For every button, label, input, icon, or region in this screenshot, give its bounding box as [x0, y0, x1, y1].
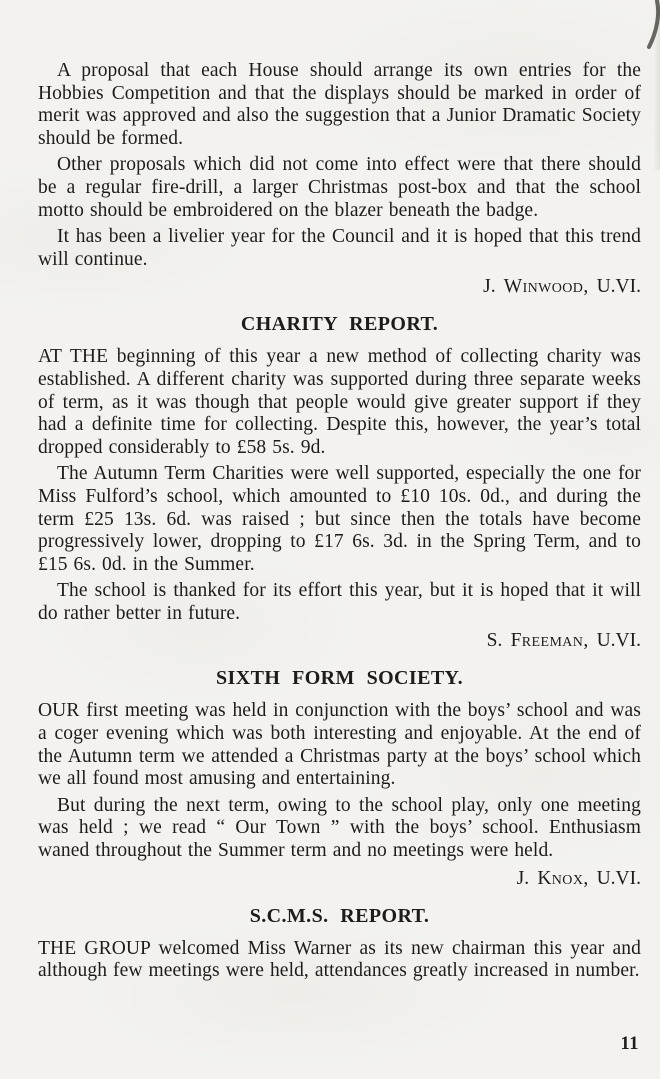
council-paragraph-1: A proposal that each House should arrange its own entries for the Hobbies Competition and that the displays should be marked in order of merit was approved and also the suggestion that a Junior Dramatic Society should be formed. — [38, 60, 641, 149]
scms-paragraph-1: THE GROUP welcomed Miss Warner as its new chairman this year and although few meetings were held, attendances greatly increased in number. — [38, 937, 641, 982]
scms-report-heading: S.C.M.S. REPORT. — [249, 904, 430, 927]
signature-name: Knox — [537, 867, 584, 889]
signature-initials: J. — [483, 276, 496, 298]
charity-paragraph-3: The school is thanked for its effort this year, but it is hoped that it will do rather better in future. — [38, 580, 641, 624]
signature-line-winwood — [38, 275, 641, 298]
charity-report-heading: CHARITY REPORT. — [240, 313, 439, 336]
page-text-column — [38, 60, 641, 987]
scan-artifact-corner-mark — [634, 0, 660, 60]
council-paragraph-2: Other proposals which did not come into effect were that there should be a regular fire-drill, a larger Christmas post-box and that the school motto should be embroidered on the blazer beneath the badge. — [38, 154, 641, 221]
signature-line-freeman — [38, 629, 641, 652]
signature-line-knox — [38, 867, 641, 890]
page-number: 11 — [620, 1034, 639, 1054]
sixth-form-society-heading: SIXTH FORM SOCIETY. — [216, 667, 463, 690]
sixth-form-paragraph-2: But during the next term, owing to the school play, only one meeting was held ; we read “ Our Town ” with the boys’ school. Enthusiasm waned throughout the Summer term and no meetings were held. — [38, 794, 641, 862]
signature-suffix: , U.VI. — [583, 867, 641, 889]
sixth-form-paragraph-1: OUR first meeting was held in conjunction with the boys’ school and was a coger evening which was both interesting and enjoyable. At the end of the Autumn term we attended a Christmas party at the boys’ school which we all found most amusing and entertaining. — [38, 700, 641, 790]
charity-paragraph-1: AT THE beginning of this year a new method of collecting charity was established. A different charity was supported during three separate weeks of term, as it was though that people would give greater support if they had a definite time for collecting. Despite this, however, the year’s total dropped considerably to £58 5s. 9d. — [38, 346, 641, 458]
signature-initials: S. — [486, 630, 503, 652]
charity-paragraph-2: The Autumn Term Charities were well supported, especially the one for Miss Fulford’s school, which amounted to £10 10s. 0d., and during the term £25 13s. 6d. was raised ; but since then the totals have become progressively lower, dropping to £17 6s. 3d. in the Spring Term, and to £15 6s. 0d. in the Summer. — [38, 463, 641, 575]
signature-initials: J. — [516, 867, 530, 889]
signature-name: Winwood — [503, 276, 584, 298]
signature-suffix: , U.VI. — [583, 630, 641, 652]
council-paragraph-3: It has been a livelier year for the Council and it is hoped that this trend will continue. — [38, 226, 641, 270]
signature-suffix: , U.VI. — [583, 276, 641, 298]
signature-name: Freeman — [510, 630, 584, 652]
